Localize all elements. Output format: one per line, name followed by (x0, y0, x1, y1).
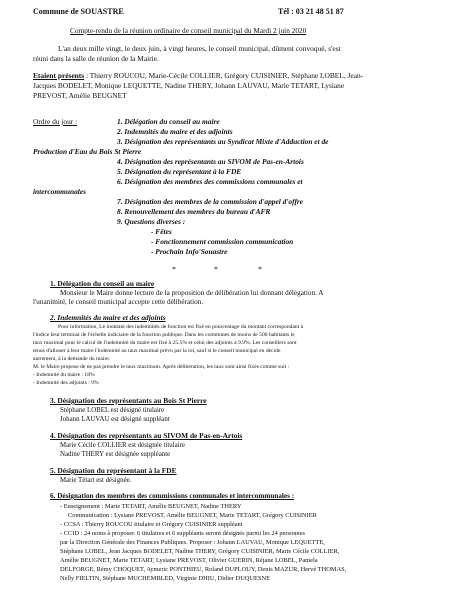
agenda-item-6-cont: intercommunales (33, 187, 86, 196)
section-6-line-9: Nelly FIELTIN, Stéphane MUCHEMBLED, Virginie DHIU, Didier DUQUESNE (60, 575, 271, 582)
intro-line-2: réuni dans la salle de réunion de la Mairie. (33, 54, 159, 63)
agenda-item-6: 6. Désignation des membres des commissions communales et (117, 177, 303, 186)
document-title: Compte-rendu de la réunion ordinaire de conseil municipal du Mardi 2 juin 2020 (70, 26, 307, 35)
present-label: Etaient présents (33, 71, 85, 80)
agenda-item-1: 1. Délégation du conseil au maire (117, 117, 220, 126)
section-6-line-6: Stéphane LOBEL, Jean Jacques BODELET, Nadine THERY, Grégory CUISINIER, Marie Cécile COLLIER, (60, 548, 340, 555)
section-6-line-7: Amélie BEUGNET, Marie TETART, Lysiane PREVOST, Olivier GUERIN, Réjane LOBEL, Pamela (60, 557, 318, 564)
section-6-line-4: - CCID : 24 noms à proposer. 6 titulaires et 6 suppléants seront désignés parmi les 24 personnes (60, 530, 305, 537)
section-5-line-1: Marie Tétart est désignée. (60, 477, 132, 484)
present-line-3: PREVOST, Amélie BEUGNET (33, 91, 127, 100)
section-4-title: 4. Désignation des représentants au SIVOM de Pas-en-Artois (50, 431, 243, 440)
agenda-subitem-communication: - Fonctionnement commission communication (151, 237, 294, 246)
present-line-2: Jacques BODELET, Monique LEQUETTE, Nadine THERY, Johann LAUVAU, Marie TETART, Lysiane (33, 81, 345, 90)
section-6-line-5: par la Direction Générale des Finances Publiques. Proposer : Johann LAUVAU, Monique LEQUETTE, (60, 539, 325, 546)
section-1-line-2: l'unanimité, le conseil municipal accepte cette délibération. (33, 298, 204, 306)
present-line-1 (33, 71, 363, 81)
section-6-line-3: - CCSA : Thierry ROUCOU titulaire et Grégory CUISINIER suppléant (60, 521, 243, 528)
commune-name: Commune de SOUASTRE (33, 7, 124, 16)
agenda-label: Ordre du jour : (33, 117, 78, 126)
section-2-title: 2. Indemnités du maire et des adjoints (50, 313, 166, 322)
agenda-item-3-cont: Production d'Eau du Bois St Pierre (33, 147, 142, 156)
telephone: Tél : 03 21 48 51 87 (278, 7, 344, 16)
section-2-line-7: - Indemnité du maire : 18% (33, 372, 95, 378)
agenda-item-4: 4. Désignation des représentants au SIVOM de Pas-en-Artois (117, 157, 304, 166)
section-1-line-1: Monsieur le Maire donne lecture de la proposition de délibération lui donnant délégation. A (60, 289, 324, 297)
agenda-subitem-fetes: - Fêtes (151, 227, 172, 236)
separator-star-2: * (214, 265, 218, 274)
agenda-item-9: 9. Questions diverses : (117, 217, 186, 226)
section-1-title: 1. Délégation du conseil au maire (50, 279, 155, 288)
agenda-item-5: 5. Désignation du représentant à la FDE (117, 167, 242, 176)
section-4-line-2: Nadine THERY est désignée suppléante (60, 451, 171, 458)
agenda-item-8: 8. Renouvellement des membres du bureau d'AFR (117, 207, 271, 216)
agenda-item-7: 7. Désignation des membres de la commission d'appel d'offre (117, 197, 304, 206)
section-2-line-2: l'indice brut terminal de l'échelle indiciaire de la fonction publique. Dans les communes de moins de 500 habitants le (33, 332, 295, 338)
separator-star-1: * (172, 265, 176, 274)
agenda-subitem-info: - Prochain Info'Souastre (151, 247, 228, 256)
section-6-line-1: - Enseignement : Marie TETART, Amélie BEUGNET, Nadine THERY (60, 503, 242, 510)
agenda-item-2: 2. Indemnités du maire et des adjoints (117, 127, 233, 136)
section-2-line-4: tenus d'allouer à leur maire l'indemnité au taux maximal prévu par la loi, sauf si le conseil municipal en décide (33, 348, 281, 354)
section-3-title: 3. Désignation des représentants au Bois St Pierre (50, 396, 207, 405)
section-2-line-1: Pour information, Le montant des indemnités de fonction est fixé en pourcentage du montant correspondant à (58, 324, 304, 330)
present-names-1: : Thierry ROUCOU, Marie-Cécile COLLIER, Grégory CUISINIER, Stéphane LOBEL, Jean- (84, 71, 364, 80)
section-3-line-1: Stéphane LOBEL est désigné titulaire (60, 407, 165, 414)
separator-star-3: * (258, 265, 262, 274)
intro-line-1: L'an deux mille vingt, le deux juin, à vingt heures, le conseil municipal, dûment convoqué, s'est (58, 44, 341, 53)
section-2-line-6: M. le Maire propose de ne pas prendre le taux maximum. Après délibération, les taux sont ainsi fixés comme suit : (33, 364, 290, 370)
section-6-line-2: Communication : Lysiane PREVOST, Amélie BEUGNET, Marie TETART, Grégory CUISINIER (68, 512, 317, 519)
section-4-line-1: Marie Cécile COLLIER est désignée titulaire (60, 442, 185, 449)
section-3-line-2: Johann LAUVAU est désigné suppléant (60, 416, 170, 423)
section-6-line-8: DELFORGE, Rémy CHOQUET, Aymeric PONTHIEU, Roland DUPLOUY, Denis MAZUR, Hervé THOMAS, (60, 566, 347, 573)
section-2-line-8: - Indemnité des adjoints : 9% (33, 380, 99, 386)
section-6-title: 6. Désignation des membres des commissions communales et intercommunales : (50, 492, 295, 500)
agenda-item-3: 3. Désignation des représentants au Syndicat Mixte d'Adduction et de (117, 137, 329, 146)
section-2-line-5: autrement, à la demande du maire. (33, 356, 111, 362)
section-5-title: 5. Désignation du représentant à la FDE (50, 466, 177, 475)
section-2-line-3: taux maximal pour le calcul de l'indemnité du maire est fixé à 25.5% et celui des adjoints à 9.9%. Les conseillers sont (33, 340, 297, 346)
